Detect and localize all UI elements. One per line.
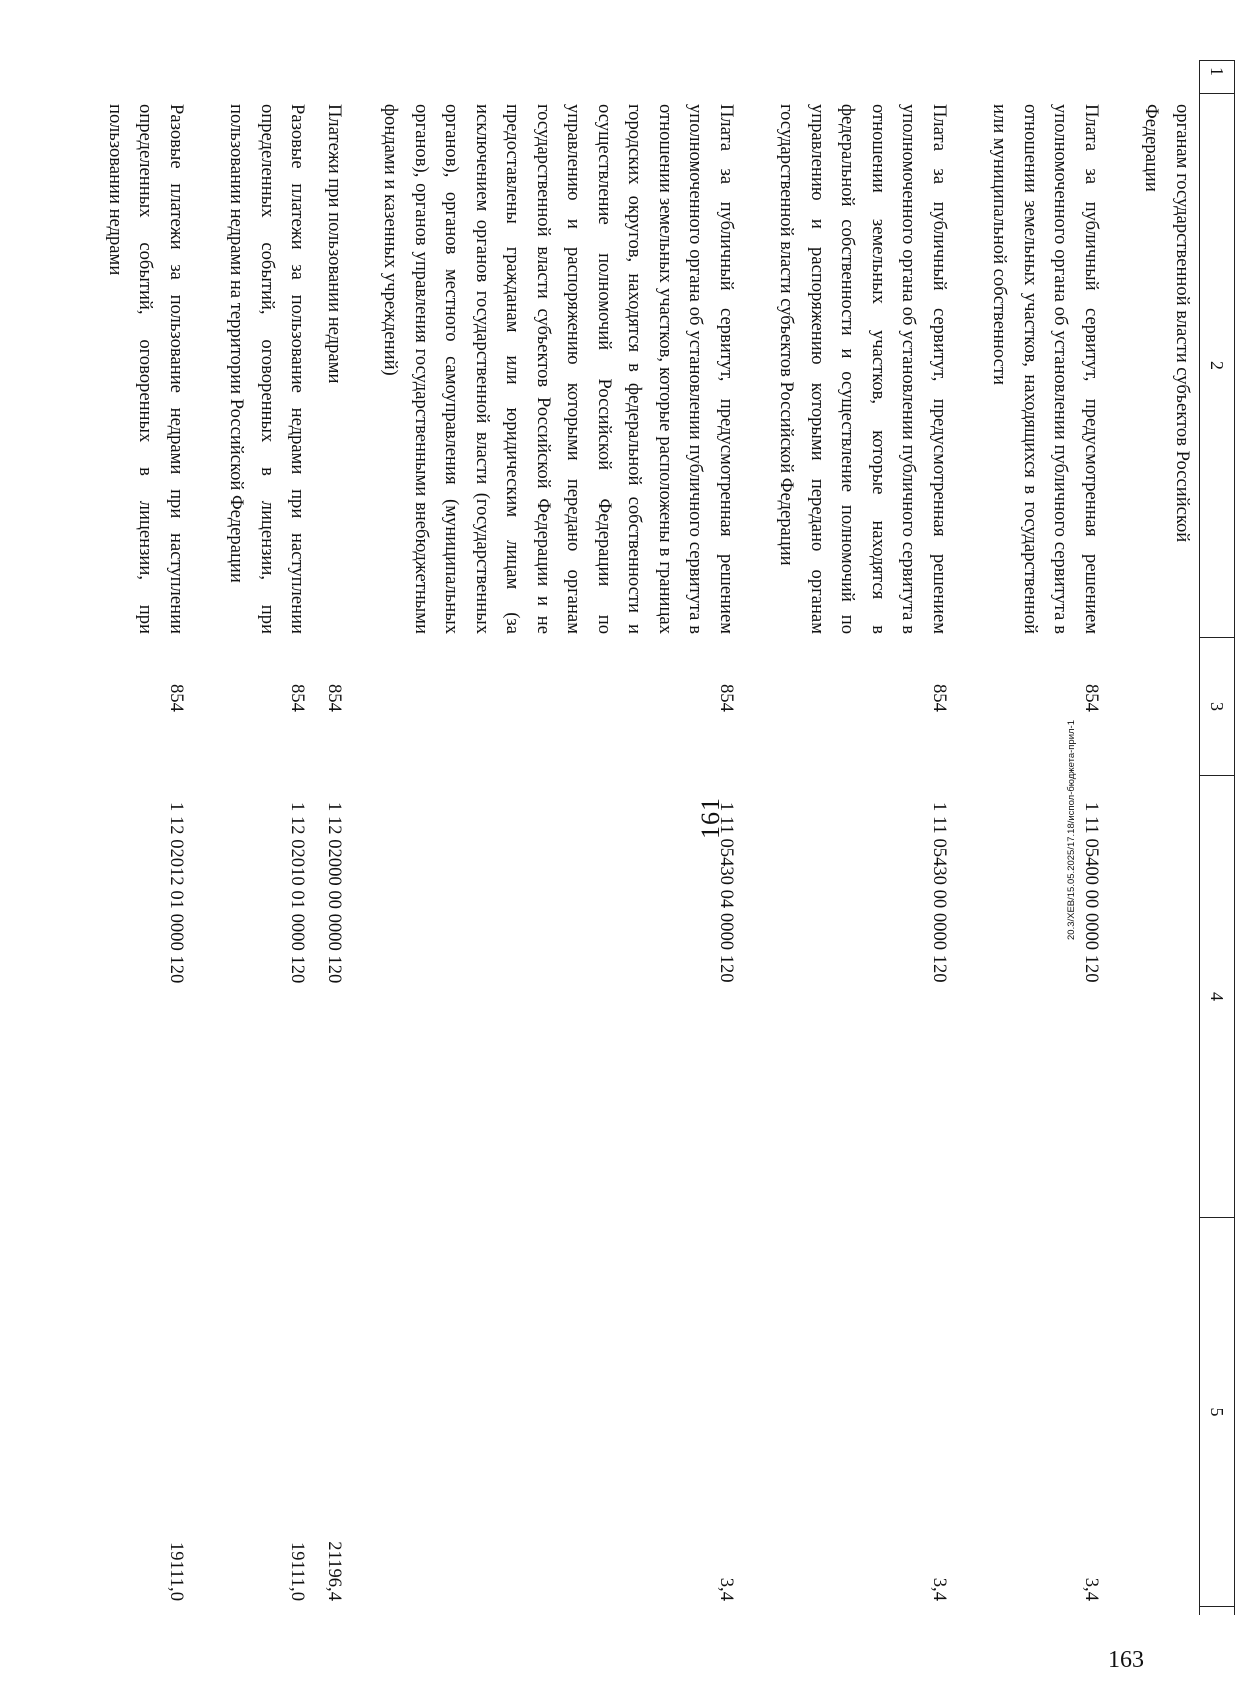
- row-amount: 3,4: [1081, 1577, 1102, 1601]
- row-amount: 3,4: [929, 1577, 950, 1601]
- table-header-row: [1199, 60, 1234, 1615]
- row-budget-code: 1 11 05400 00 0000 120: [1081, 802, 1102, 983]
- table-row: [221, 60, 313, 1615]
- row-budget-code: 1 11 05430 04 0000 120: [716, 802, 737, 983]
- row-amount: 19111,0: [166, 1541, 187, 1601]
- table-grid: [100, 60, 1235, 1615]
- column-header-4: 4: [1200, 776, 1234, 1218]
- row-amount: 21196,4: [324, 1541, 345, 1601]
- row-amount: 3,4: [716, 1577, 737, 1601]
- column-header-5: 5: [1200, 1218, 1234, 1607]
- column-header-3: 3: [1200, 638, 1234, 776]
- row-admin-code: 854: [166, 684, 187, 712]
- row-name: Плата за публичный сервитут, предусмотренная решением уполномоченного органа об установлении публичного сервитута в отношении земельных участков, которые находятся в федеральной собственности и осуществление полномочий по управлению и распоряжению которыми передано органам государственной власти субъектов Российской Федерации: [776, 104, 950, 634]
- table-row: [1136, 60, 1197, 1615]
- sheet-number: 163: [1108, 1647, 1144, 1673]
- column-header-1: 1: [1200, 60, 1234, 94]
- row-name: Разовые платежи за пользование недрами при наступлении определенных событий, оговоренных в лицензии, при пользовании недрами на территории Российской Федерации: [226, 104, 309, 634]
- column-header-2: 2: [1200, 94, 1234, 638]
- row-name: Разовые платежи за пользование недрами при наступлении определенных событий, оговоренных в лицензии, при пользовании недрами: [105, 104, 187, 634]
- row-admin-code: 854: [287, 684, 309, 712]
- row-admin-code: 854: [324, 684, 345, 712]
- row-budget-code: 1 12 02010 01 0000 120: [287, 802, 309, 984]
- footer-reference-text: 20.3/XEB/15.05.2025/17.18/испол-бюджета-прил-1: [1066, 720, 1077, 940]
- row-budget-code: [1136, 776, 1197, 1218]
- row-name: Платежи при пользовании недрами: [324, 104, 345, 384]
- row-name: Плата за публичный сервитут, предусмотренная решением уполномоченного органа об установлении публичного сервитута в отношении земельных участков, которые расположены в границах городских округов, находятся в федеральной собственности и осуществление полномочий Российской Федерации по управлению и распоряжению которыми передано органам государственной власти субъектов Российской Федерации и не предоставлены гражданам или юридическим лицам (за исключением органов государственной власти (государственных органов), органов местного самоуправления (муниципальных органов), органов управления государственными внебюджетными фондами и казенных учреждений): [380, 104, 737, 634]
- table-row: [100, 60, 192, 1615]
- row-admin-code: 854: [716, 684, 737, 712]
- row-amount: 19111,0: [287, 1541, 309, 1601]
- row-amount: [1136, 1218, 1197, 1607]
- row-budget-code: 1 11 05430 00 0000 120: [929, 802, 950, 983]
- table-row: [771, 60, 954, 1615]
- row-budget-code: 1 12 02000 00 0000 120: [324, 802, 345, 984]
- row-name: органам государственной власти субъектов Российской Федерации: [1141, 104, 1193, 543]
- table-row: [319, 60, 350, 1615]
- row-admin-code: 854: [1081, 684, 1102, 712]
- page-number: 161: [696, 797, 725, 839]
- budget-table: [100, 60, 1235, 1610]
- row-admin-code: 854: [929, 684, 950, 712]
- row-name: Плата за публичный сервитут, предусмотренная решением уполномоченного органа об установлении публичного сервитута в отношении земельных участков, находящихся в государственной или муниципальной собственности: [989, 104, 1102, 634]
- table-row: [375, 60, 741, 1615]
- table-row: [984, 60, 1106, 1615]
- row-admin-code: [1136, 638, 1197, 776]
- row-budget-code: 1 12 02012 01 0000 120: [166, 802, 187, 984]
